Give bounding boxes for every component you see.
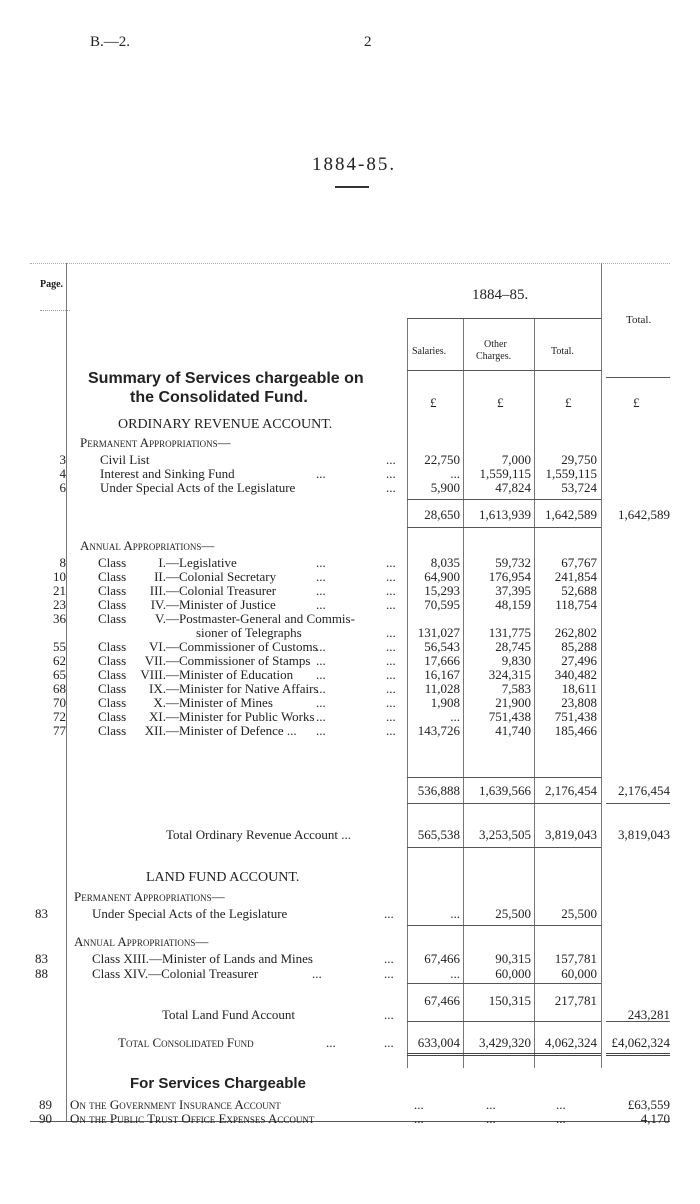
other-subtotal: 1,613,939	[479, 507, 531, 522]
salaries-cell: 5,900	[430, 480, 460, 495]
class-number: I.	[158, 555, 166, 570]
summary-title-line2: the Consolidated Fund.	[130, 389, 308, 406]
class-number: VIII.	[140, 667, 166, 682]
other-cell: 324,315	[488, 667, 531, 682]
leader-dots: ...	[386, 569, 396, 584]
leader-dots: ...	[316, 583, 326, 598]
land-annual-rule	[407, 983, 601, 984]
salaries-cell: 22,750	[424, 452, 460, 467]
total-cell: 1,559,115	[545, 466, 597, 481]
total-cell: 118,754	[555, 597, 597, 612]
total-subtotal: 1,642,589	[545, 507, 597, 522]
total-cell: 52,688	[561, 583, 597, 598]
salaries-cell: 17,666	[424, 653, 460, 668]
services-title: For Services Chargeable	[130, 1075, 306, 1092]
total-total: 3,819,043	[545, 827, 597, 842]
consolidated-label: Total Consolidated Fund	[118, 1035, 254, 1050]
row-label: —Commissioner of Customs	[166, 639, 318, 654]
row-label: Under Special Acts of the Legislature	[100, 480, 296, 495]
grand-consolidated: £4,062,324	[611, 1035, 670, 1050]
ordinary-total-underline	[407, 847, 601, 848]
other-cell: 9,830	[501, 653, 531, 668]
page-head-rule	[40, 310, 70, 311]
other-cell: 131,775	[488, 625, 531, 640]
leader-dots: ...	[386, 452, 396, 467]
salaries-cell: 64,900	[424, 569, 460, 584]
other-cell: 90,315	[495, 951, 531, 966]
services-amount: 4,170	[640, 1111, 670, 1126]
class-word: Class	[98, 583, 127, 598]
row-label: —Postmaster-General and Commis-	[166, 611, 355, 626]
page-ref: 6	[59, 480, 66, 495]
leader-dots: ...	[316, 667, 326, 682]
leader-dots: ...	[384, 951, 394, 966]
leader-dots: ...	[316, 709, 326, 724]
class-word: Class	[98, 681, 127, 696]
class-word: Class	[98, 723, 127, 738]
total-cell: 53,724	[561, 480, 597, 495]
page-ref: 8	[59, 555, 66, 570]
ordinary-section-title: ORDINARY REVENUE ACCOUNT.	[118, 417, 333, 432]
land-annual-heading: Annual Appropriations—	[74, 934, 209, 949]
leader-dots: ...	[316, 466, 326, 481]
leader-dots: ...	[486, 1097, 496, 1112]
leader-dots: ...	[384, 906, 394, 921]
leader-dots: ...	[316, 653, 326, 668]
salaries-cell: 70,595	[424, 597, 460, 612]
page-ref: 36	[53, 611, 66, 626]
salaries-subtotal: 536,888	[417, 783, 460, 798]
other-cell: 1,559,115	[479, 466, 531, 481]
other-consolidated: 3,429,320	[479, 1035, 531, 1050]
grand-subtotal: 1,642,589	[618, 507, 670, 522]
class-word: Class	[98, 555, 127, 570]
leader-dots: ...	[384, 1035, 394, 1050]
salaries-subtotal: 67,466	[424, 993, 460, 1008]
leader-dots: ...	[386, 681, 396, 696]
row-label: —Colonial Treasurer	[166, 583, 277, 598]
other-cell: 28,745	[495, 639, 531, 654]
leader-dots: ...	[386, 555, 396, 570]
consolidated-double-rule	[407, 1053, 601, 1056]
class-number: IV.	[150, 597, 166, 612]
total-cell: 262,802	[554, 625, 597, 640]
row-label: —Minister for Native Affairs	[166, 681, 319, 696]
land-grand-rule	[606, 1021, 670, 1022]
total-consolidated: 4,062,324	[545, 1035, 597, 1050]
salaries-cell: 11,028	[424, 681, 460, 696]
salaries-consolidated: 633,004	[417, 1035, 460, 1050]
salaries-cell: ...	[450, 466, 460, 481]
page-number: 2	[364, 34, 372, 50]
leader-dots: ...	[316, 681, 326, 696]
grand-column-divider	[601, 263, 602, 1068]
leader-dots: ...	[386, 709, 396, 724]
grand-consolidated-double-rule	[606, 1053, 670, 1056]
land-permanent-heading: Permanent Appropriations—	[74, 889, 225, 904]
document-ref: B.—2.	[90, 34, 131, 50]
total-cell: 85,288	[561, 639, 597, 654]
page-ref: 88	[35, 966, 48, 981]
leader-dots: ...	[386, 653, 396, 668]
class-word: Class	[98, 709, 127, 724]
page-ref: 3	[59, 452, 66, 467]
leader-dots: ...	[386, 583, 396, 598]
salaries-cell: ...	[450, 906, 460, 921]
other-charges-header-1: Other	[484, 339, 507, 350]
land-permanent-underline	[407, 925, 601, 926]
other-cell: 751,438	[488, 709, 531, 724]
total-subtotal: 217,781	[554, 993, 597, 1008]
summary-title-line1: Summary of Services chargeable on	[88, 370, 364, 387]
ordinary-permanent-heading: Permanent Appropriations—	[80, 435, 231, 450]
other-cell: 25,500	[495, 906, 531, 921]
leader-dots: ...	[316, 723, 326, 738]
leader-dots: ...	[326, 1035, 336, 1050]
total-cell: 23,808	[561, 695, 597, 710]
leader-dots: ...	[316, 639, 326, 654]
annual-subtotal-rule	[407, 777, 601, 778]
services-label: On the Government Insurance Account	[70, 1097, 281, 1112]
subhead-rule	[407, 370, 601, 371]
other-cell: 176,954	[488, 569, 531, 584]
salaries-total: 565,538	[417, 827, 460, 842]
grand-annual-underline	[606, 803, 670, 804]
land-grand-total: 243,281	[627, 1007, 670, 1022]
salaries-cell: 67,466	[424, 951, 460, 966]
other-cell: 7,583	[501, 681, 531, 696]
row-label-continuation: sioner of Telegraphs	[196, 625, 302, 640]
class-number: III.	[149, 583, 166, 598]
total-header: Total.	[551, 346, 574, 357]
class-word: Class	[98, 667, 127, 682]
leader-dots: ...	[414, 1097, 424, 1112]
salaries-cell: 8,035	[430, 555, 460, 570]
page-ref: 68	[53, 681, 66, 696]
row-label: Interest and Sinking Fund	[100, 466, 235, 481]
leader-dots: ...	[386, 625, 396, 640]
other-cell: 47,824	[495, 480, 531, 495]
services-label: On the Public Trust Office Expenses Account	[70, 1111, 315, 1126]
other-cell: 37,395	[495, 583, 531, 598]
salaries-cell: 56,543	[424, 639, 460, 654]
class-word: Class	[98, 597, 127, 612]
class-number: XI.	[149, 709, 166, 724]
year-column-label: 1884–85.	[472, 287, 529, 303]
page-column-label: Page.	[40, 279, 64, 290]
class-number: IX.	[149, 681, 166, 696]
page-ref: 83	[35, 951, 48, 966]
other-cell: 48,159	[495, 597, 531, 612]
class-word: Class	[98, 695, 127, 710]
year-head-rule	[407, 318, 601, 319]
total-subtotal: 2,176,454	[545, 783, 597, 798]
page-ref: 72	[53, 709, 66, 724]
leader-dots: ...	[316, 597, 326, 612]
page-ref: 62	[53, 653, 66, 668]
page-ref: 23	[53, 597, 66, 612]
total-column-label: Total.	[626, 314, 652, 326]
title-rule	[335, 186, 369, 188]
total-cell: 751,438	[554, 709, 597, 724]
row-label: —Colonial Secretary	[166, 569, 277, 584]
class-word: Class	[98, 639, 127, 654]
salaries-cell: 16,167	[424, 667, 460, 682]
row-label: —Minister for Public Works	[166, 709, 315, 724]
row-label: Class XIII.—Minister of Lands and Mines	[92, 951, 313, 966]
class-number: X.	[153, 695, 166, 710]
total-cell: 29,750	[561, 452, 597, 467]
class-number: VII.	[144, 653, 166, 668]
row-label: —Commissioner of Stamps	[166, 653, 311, 668]
row-label: Civil List	[100, 452, 150, 467]
total-currency: £	[565, 395, 572, 410]
salaries-cell: 1,908	[430, 695, 460, 710]
total-cell: 67,767	[561, 555, 597, 570]
page-ref: 55	[53, 639, 66, 654]
class-word: Class	[98, 611, 127, 626]
other-cell: 21,900	[495, 695, 531, 710]
row-label: —Legislative	[166, 555, 237, 570]
page-ref: 21	[53, 583, 66, 598]
other-cell: 41,740	[495, 723, 531, 738]
salaries-cell: ...	[450, 966, 460, 981]
page-ref: 77	[53, 723, 66, 738]
ordinary-total-label: Total Ordinary Revenue Account ...	[166, 827, 352, 842]
leader-dots: ...	[386, 466, 396, 481]
total-cell: 185,466	[554, 723, 597, 738]
salaries-cell: ...	[450, 709, 460, 724]
page-column-divider	[66, 263, 67, 1121]
class-number: II.	[154, 569, 166, 584]
total-cell: 157,781	[554, 951, 597, 966]
class-word: Class	[98, 569, 127, 584]
leader-dots: ...	[386, 723, 396, 738]
page-ref: 89	[39, 1097, 52, 1112]
ordinary-annual-heading: Annual Appropriations—	[80, 538, 215, 553]
class-number: XII.	[144, 723, 166, 738]
grand-total: 3,819,043	[618, 827, 670, 842]
other-total: 3,253,505	[479, 827, 531, 842]
salaries-cell: 143,726	[417, 723, 460, 738]
leader-dots: ...	[386, 597, 396, 612]
salaries-cell: 131,027	[417, 625, 460, 640]
page-ref: 10	[53, 569, 66, 584]
salaries-header: Salaries.	[412, 346, 447, 357]
salaries-currency: £	[430, 395, 437, 410]
year-title: 1884-85.	[312, 154, 397, 175]
leader-dots: ...	[316, 555, 326, 570]
leader-dots: ...	[556, 1097, 566, 1112]
class-number: VI.	[149, 639, 166, 654]
leader-dots: ...	[386, 667, 396, 682]
total-cell: 25,500	[561, 906, 597, 921]
page-ref: 83	[35, 906, 48, 921]
other-subtotal: 1,639,566	[479, 783, 531, 798]
total-cell: 60,000	[561, 966, 597, 981]
other-cell: 59,732	[495, 555, 531, 570]
leader-dots: ...	[486, 1111, 496, 1126]
total-cell: 241,854	[554, 569, 597, 584]
page-ref: 70	[53, 695, 66, 710]
leader-dots: ...	[556, 1111, 566, 1126]
salaries-subtotal: 28,650	[424, 507, 460, 522]
annual-subtotal-underline	[407, 803, 601, 804]
grand-subhead-rule	[606, 377, 670, 378]
other-charges-header-2: Charges.	[476, 351, 512, 362]
leader-dots: ...	[386, 695, 396, 710]
page-ref: 4	[59, 466, 66, 481]
leader-dots: ...	[414, 1111, 424, 1126]
total-cell: 27,496	[561, 653, 597, 668]
row-label: Class XIV.—Colonial Treasurer	[92, 966, 259, 981]
leader-dots: ...	[316, 695, 326, 710]
leader-dots: ...	[384, 1007, 394, 1022]
grand-subtotal: 2,176,454	[618, 783, 670, 798]
land-total-label: Total Land Fund Account	[162, 1007, 296, 1022]
other-currency: £	[497, 395, 504, 410]
row-label: —Minister of Defence ...	[166, 723, 297, 738]
permanent-subtotal-rule	[407, 499, 601, 500]
land-section-title: LAND FUND ACCOUNT.	[146, 870, 300, 885]
total-cell: 18,611	[561, 681, 597, 696]
leader-dots: ...	[316, 569, 326, 584]
total-cell: 340,482	[554, 667, 597, 682]
row-label: —Minister of Justice	[166, 597, 276, 612]
permanent-subtotal-underline	[407, 527, 601, 528]
leader-dots: ...	[384, 966, 394, 981]
row-label: —Minister of Education	[166, 667, 294, 682]
services-amount: £63,559	[627, 1097, 670, 1112]
table-top-rule	[30, 263, 670, 264]
leader-dots: ...	[386, 639, 396, 654]
other-cell: 7,000	[501, 452, 531, 467]
row-label: Under Special Acts of the Legislature	[92, 906, 288, 921]
leader-dots: ...	[312, 966, 322, 981]
land-total-rule	[407, 1021, 601, 1022]
other-subtotal: 150,315	[488, 993, 531, 1008]
leader-dots: ...	[386, 480, 396, 495]
row-label: —Minister of Mines	[166, 695, 273, 710]
page-ref: 90	[39, 1111, 52, 1126]
other-cell: 60,000	[495, 966, 531, 981]
page-ref: 65	[53, 667, 66, 682]
class-word: Class	[98, 653, 127, 668]
grand-currency: £	[633, 395, 640, 410]
class-number: V.	[155, 611, 166, 626]
salaries-cell: 15,293	[424, 583, 460, 598]
